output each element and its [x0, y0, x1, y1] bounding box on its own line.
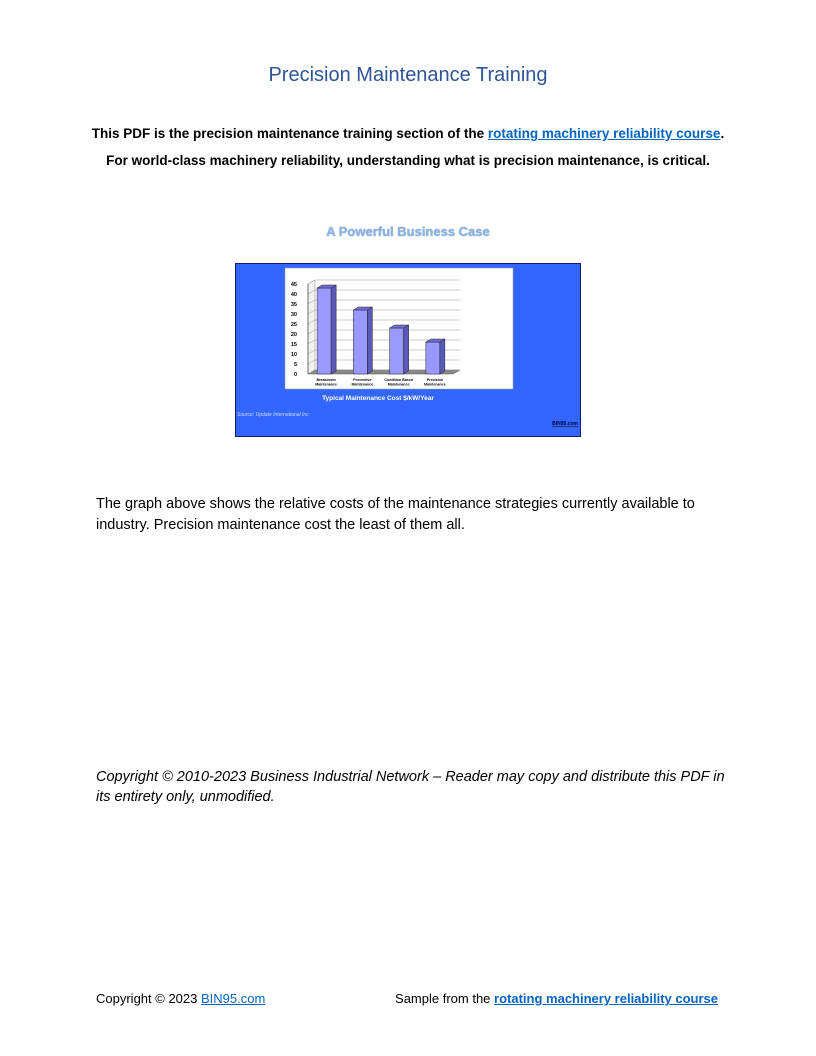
bar-side — [367, 307, 372, 374]
y-tick-label: 5 — [293, 362, 297, 368]
bar — [317, 285, 336, 374]
x-category-label: Maintenance — [423, 382, 446, 387]
footer-bin95-link[interactable]: BIN95.com — [200, 991, 266, 1006]
side-wall — [308, 280, 315, 374]
bar-front — [390, 328, 404, 374]
bar-side — [440, 339, 445, 374]
cost-bar-chart — [235, 263, 581, 437]
y-tick-label: 40 — [290, 292, 297, 298]
chart-caption: Typical Maintenance Cost $/kW/Year — [322, 395, 434, 402]
bar-side — [331, 285, 336, 374]
y-tick-label: 10 — [290, 352, 297, 358]
bar-front — [317, 288, 331, 374]
page-title: Precision Maintenance Training — [268, 64, 548, 86]
bar — [426, 339, 445, 374]
body-paragraph: The graph above shows the relative costs of the maintenance strategies currently available to industry. Precision maintenance cost the least of them all. — [96, 496, 695, 533]
intro-text-end: . For world-class machinery reliability, understanding what is precision maintenance, is critical. — [106, 126, 725, 168]
intro-paragraph — [90, 120, 726, 174]
copyright-notice: Copyright © 2010-2023 Business Industrial Network – Reader may copy and distribute this PDF in its entirety only, unmodified. — [96, 769, 725, 805]
x-category-label: Breakdown — [316, 378, 336, 382]
x-category-label: Maintenance — [351, 382, 374, 387]
bar — [390, 325, 409, 374]
intro-text: This PDF is the precision maintenance training section of the — [91, 126, 488, 141]
figure-heading: A Powerful Business Case — [326, 224, 490, 239]
bar — [353, 307, 372, 374]
footer-sample-text: Sample from the — [395, 991, 495, 1006]
x-category-label: Maintenance — [315, 382, 338, 387]
y-tick-label: 35 — [290, 302, 297, 308]
footer-sample — [395, 991, 718, 1006]
y-tick-label: 45 — [290, 282, 297, 288]
chart-brand: BIN95.com — [552, 421, 578, 427]
footer-course-link[interactable]: rotating machinery reliability course — [494, 991, 718, 1006]
course-link[interactable]: rotating machinery reliability course — [487, 126, 721, 141]
y-tick-label: 15 — [290, 342, 297, 348]
footer-copyright — [96, 991, 265, 1006]
chart-source: Source: Update International Inc — [237, 412, 309, 418]
bar-front — [353, 310, 367, 374]
footer-copyright-text: Copyright © 2023 — [96, 991, 201, 1006]
bar-front — [426, 342, 440, 374]
x-category-label: Condition Based — [384, 378, 413, 382]
x-category-label: Maintenance — [387, 382, 410, 387]
y-tick-label: 20 — [290, 332, 297, 338]
bar-side — [404, 325, 409, 374]
y-tick-label: 0 — [293, 372, 297, 378]
y-tick-label: 30 — [290, 312, 297, 318]
x-category-label: Preventive — [353, 378, 372, 382]
x-category-label: Precision — [426, 378, 443, 382]
y-tick-label: 25 — [290, 322, 297, 328]
